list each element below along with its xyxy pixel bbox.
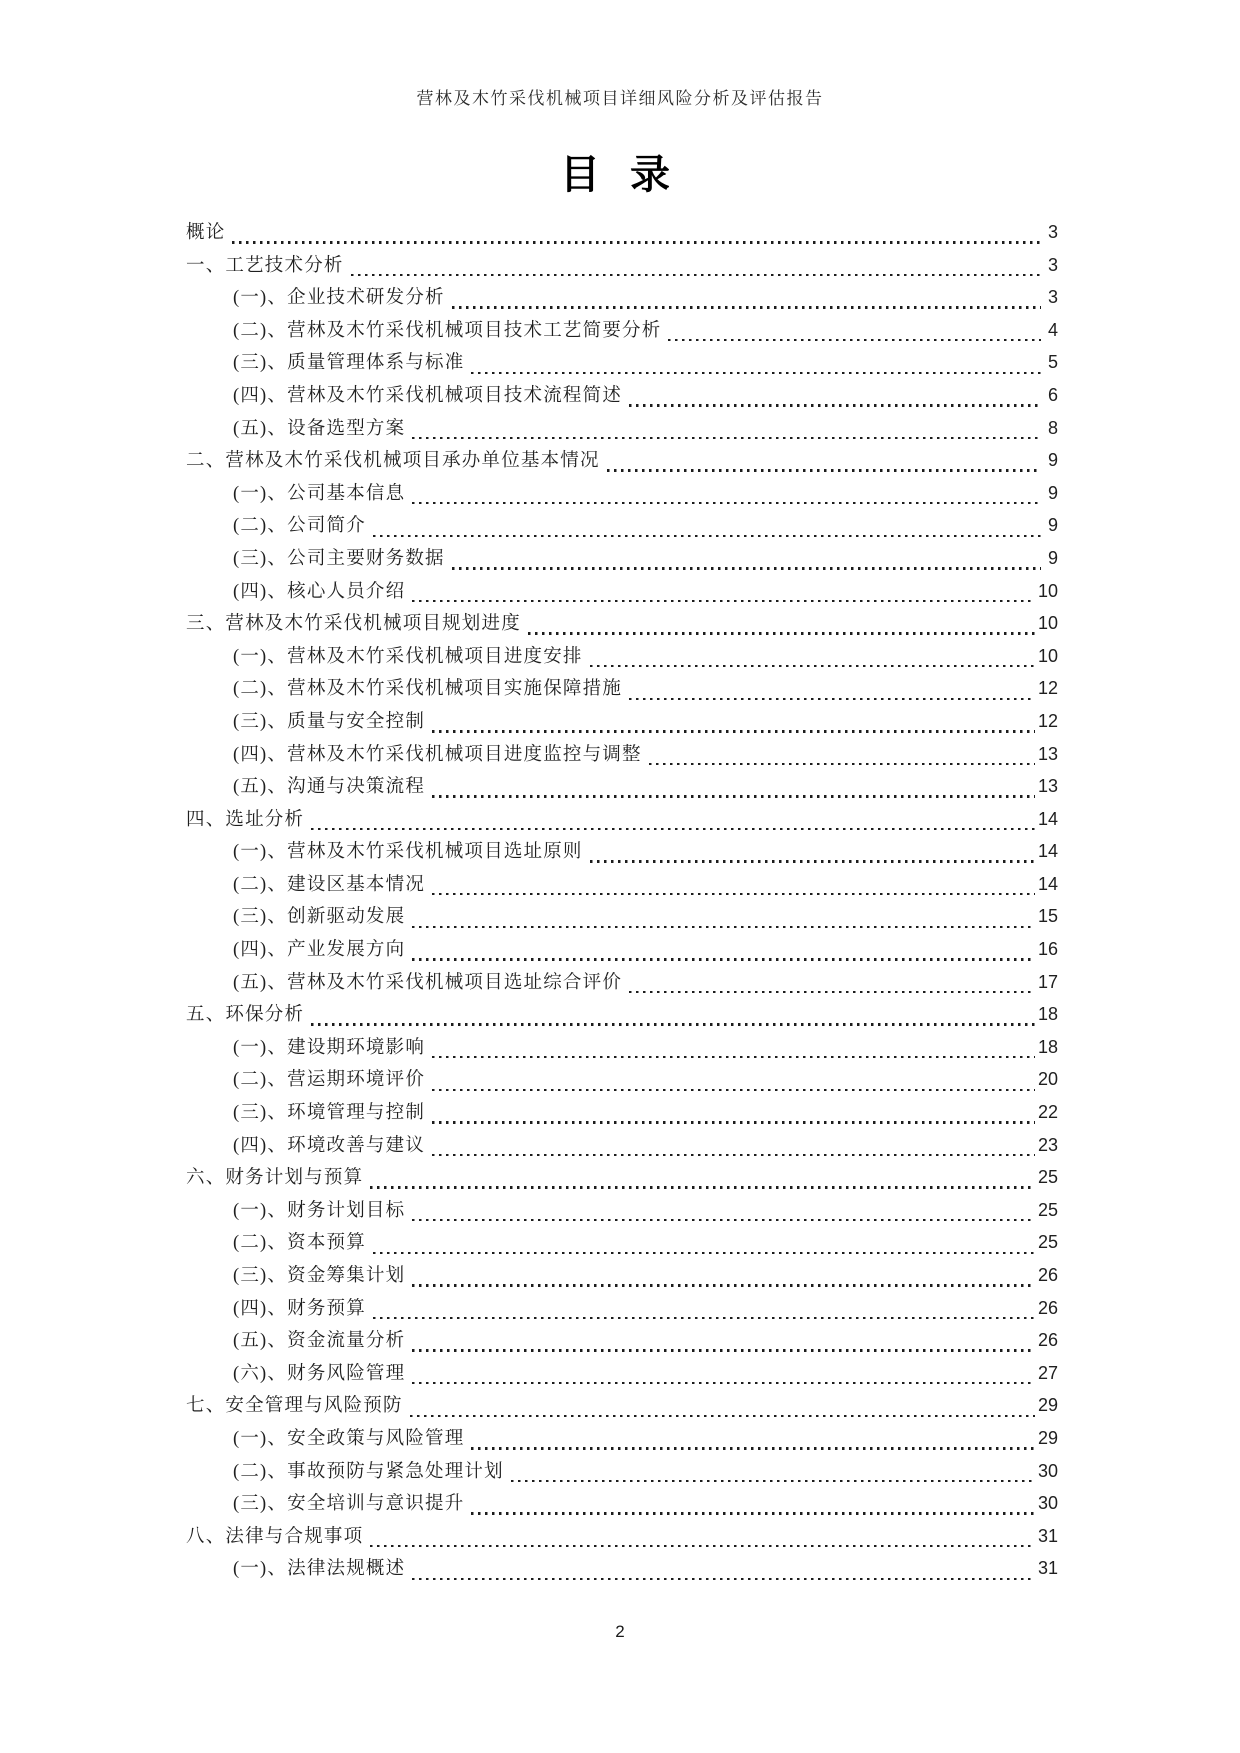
toc-entry-page: 8 xyxy=(1047,417,1058,438)
toc-entry[interactable] xyxy=(186,1163,1058,1196)
toc-entry-page: 16 xyxy=(1037,939,1058,960)
toc-leader-dots xyxy=(432,795,1035,797)
toc-entry-label: (三)、质量管理体系与标准 xyxy=(233,353,465,374)
toc-leader-dots xyxy=(412,1349,1035,1351)
toc-entry[interactable] xyxy=(186,968,1058,1001)
toc-entry-label: 七、安全管理与风险预防 xyxy=(186,1396,403,1417)
toc-entry-label: (二)、建设区基本情况 xyxy=(233,874,426,895)
toc-entry-label: 概论 xyxy=(186,223,226,243)
toc-entry[interactable] xyxy=(186,1391,1058,1424)
toc-leader-dots xyxy=(432,1121,1035,1123)
toc-entry-page: 23 xyxy=(1037,1134,1058,1155)
toc-entry-label: (一)、法律法规概述 xyxy=(233,1559,406,1580)
toc-leader-dots xyxy=(412,958,1035,960)
toc-leader-dots xyxy=(370,1186,1035,1188)
page-title: 目 录 xyxy=(560,152,680,197)
toc-entry-page: 9 xyxy=(1047,450,1058,471)
toc-entry[interactable] xyxy=(186,1326,1058,1359)
toc-leader-dots xyxy=(412,1284,1035,1286)
toc-leader-dots xyxy=(432,1154,1035,1156)
toc-entry-label: (四)、核心人员介绍 xyxy=(233,581,406,602)
toc-leader-dots xyxy=(412,1382,1035,1384)
toc-entry[interactable] xyxy=(186,251,1058,284)
toc-entry[interactable] xyxy=(186,1522,1058,1555)
toc-entry[interactable] xyxy=(186,1424,1058,1457)
toc-entry[interactable] xyxy=(186,1489,1058,1522)
toc-leader-dots xyxy=(452,567,1041,569)
toc-leader-dots xyxy=(373,535,1041,537)
toc-entry-label: (二)、营林及木竹采伐机械项目实施保障措施 xyxy=(233,679,623,700)
toc-entry[interactable] xyxy=(186,805,1058,838)
toc-entry-page: 13 xyxy=(1037,776,1058,797)
toc-leader-dots xyxy=(629,991,1035,993)
toc-entry[interactable] xyxy=(186,837,1058,870)
toc-entry-label: (五)、资金流量分析 xyxy=(233,1331,406,1352)
toc-entry[interactable] xyxy=(186,316,1058,349)
toc-entry-page: 3 xyxy=(1047,254,1058,275)
toc-leader-dots xyxy=(471,1512,1035,1514)
toc-entry-page: 3 xyxy=(1047,222,1058,242)
toc-entry-label: (五)、沟通与决策流程 xyxy=(233,777,426,798)
toc-entry[interactable] xyxy=(186,577,1058,610)
toc-leader-dots xyxy=(412,1578,1035,1580)
toc-entry-page: 31 xyxy=(1037,1558,1058,1579)
toc-leader-dots xyxy=(412,502,1041,504)
toc-entry[interactable] xyxy=(186,283,1058,316)
toc-entry-label: (四)、环境改善与建议 xyxy=(233,1135,426,1156)
toc-entry-label: 一、工艺技术分析 xyxy=(186,255,344,276)
toc-leader-dots xyxy=(432,893,1035,895)
toc-leader-dots xyxy=(370,1545,1035,1547)
toc-entry-label: (四)、营林及木竹采伐机械项目进度监控与调整 xyxy=(233,744,642,765)
toc-entry-label: (一)、营林及木竹采伐机械项目选址原则 xyxy=(233,842,583,863)
toc-entry-page: 9 xyxy=(1047,515,1058,536)
toc-entry[interactable] xyxy=(186,414,1058,447)
toc-entry-label: (四)、财务预算 xyxy=(233,1298,366,1319)
toc-entry-label: (二)、事故预防与紧急处理计划 xyxy=(233,1461,504,1482)
toc-entry-page: 10 xyxy=(1037,580,1058,601)
toc-entry[interactable] xyxy=(186,1294,1058,1327)
toc-entry-label: (二)、资本预算 xyxy=(233,1233,366,1254)
toc-leader-dots xyxy=(528,632,1035,634)
toc-entry[interactable] xyxy=(186,1261,1058,1294)
toc-entry-label: (一)、公司基本信息 xyxy=(233,483,406,504)
toc-entry-label: (三)、安全培训与意识提升 xyxy=(233,1494,465,1515)
toc-entry-page: 3 xyxy=(1047,287,1058,308)
toc-entry-label: (四)、营林及木竹采伐机械项目技术流程简述 xyxy=(233,385,623,406)
toc-entry-page: 30 xyxy=(1037,1460,1058,1481)
toc-entry[interactable] xyxy=(186,1000,1058,1033)
toc-entry-label: (六)、财务风险管理 xyxy=(233,1363,406,1384)
toc-entry-page: 29 xyxy=(1037,1395,1058,1416)
toc-list xyxy=(186,218,1058,1587)
toc-entry-label: (三)、创新驱动发展 xyxy=(233,907,406,928)
toc-entry-page: 29 xyxy=(1037,1427,1058,1448)
toc-entry-label: 三、营林及木竹采伐机械项目规划进度 xyxy=(186,614,521,635)
toc-entry-label: (一)、企业技术研发分析 xyxy=(233,288,445,309)
toc-entry[interactable] xyxy=(186,381,1058,414)
toc-entry-page: 9 xyxy=(1047,482,1058,503)
toc-entry-page: 9 xyxy=(1047,547,1058,568)
toc-leader-dots xyxy=(432,1056,1035,1058)
toc-leader-dots xyxy=(412,926,1035,928)
toc-entry-label: (五)、设备选型方案 xyxy=(233,418,406,439)
toc-leader-dots xyxy=(590,860,1035,862)
toc-leader-dots xyxy=(412,600,1035,602)
toc-entry[interactable] xyxy=(186,446,1058,479)
toc-entry-page: 22 xyxy=(1037,1102,1058,1123)
toc-leader-dots xyxy=(373,1252,1035,1254)
toc-leader-dots xyxy=(590,665,1035,667)
toc-entry-label: (二)、营运期环境评价 xyxy=(233,1070,426,1091)
toc-entry-label: (二)、公司简介 xyxy=(233,516,366,537)
toc-entry-label: 二、营林及木竹采伐机械项目承办单位基本情况 xyxy=(186,451,600,472)
toc-entry-label: (四)、产业发展方向 xyxy=(233,940,406,961)
toc-entry-label: (一)、财务计划目标 xyxy=(233,1200,406,1221)
toc-entry-page: 18 xyxy=(1037,1004,1058,1025)
toc-entry-page: 27 xyxy=(1037,1362,1058,1383)
toc-leader-dots xyxy=(432,1089,1035,1091)
toc-leader-dots xyxy=(311,1023,1035,1025)
toc-entry-label: (一)、建设期环境影响 xyxy=(233,1037,426,1058)
toc-entry-page: 12 xyxy=(1037,678,1058,699)
toc-leader-dots xyxy=(311,828,1035,830)
toc-entry-label: (三)、公司主要财务数据 xyxy=(233,548,445,569)
toc-leader-dots xyxy=(373,1317,1035,1319)
toc-entry[interactable] xyxy=(186,870,1058,903)
toc-entry-label: 五、环保分析 xyxy=(186,1005,305,1026)
toc-entry-page: 14 xyxy=(1037,841,1058,862)
toc-leader-dots xyxy=(511,1480,1035,1482)
toc-entry-label: (五)、营林及木竹采伐机械项目选址综合评价 xyxy=(233,972,623,993)
toc-entry[interactable] xyxy=(186,544,1058,577)
toc-entry[interactable] xyxy=(186,1065,1058,1098)
toc-entry[interactable] xyxy=(186,479,1058,512)
toc-entry[interactable] xyxy=(186,1457,1058,1490)
toc-entry-page: 14 xyxy=(1037,808,1058,829)
toc-entry-page: 26 xyxy=(1037,1265,1058,1285)
toc-entry-page: 17 xyxy=(1037,971,1058,992)
toc-entry[interactable] xyxy=(186,1131,1058,1164)
toc-leader-dots xyxy=(668,339,1041,341)
toc-entry-page: 4 xyxy=(1047,319,1058,340)
toc-leader-dots xyxy=(607,469,1041,471)
toc-entry[interactable] xyxy=(186,1554,1058,1587)
toc-leader-dots xyxy=(232,241,1041,243)
toc-entry[interactable] xyxy=(186,902,1058,935)
toc-leader-dots xyxy=(452,306,1041,308)
toc-entry-label: (三)、环境管理与控制 xyxy=(233,1103,426,1124)
toc-entry-label: (三)、质量与安全控制 xyxy=(233,711,426,732)
toc-entry-page: 13 xyxy=(1037,743,1058,764)
toc-leader-dots xyxy=(432,730,1035,732)
toc-entry-page: 30 xyxy=(1037,1493,1058,1514)
toc-entry-label: (三)、资金筹集计划 xyxy=(233,1266,406,1286)
toc-leader-dots xyxy=(471,1447,1035,1449)
document-header-title: 营林及木竹采伐机械项目详细风险分析及评估报告 xyxy=(416,89,824,108)
toc-entry-page: 25 xyxy=(1037,1167,1058,1188)
toc-entry[interactable] xyxy=(186,1098,1058,1131)
toc-entry-page: 25 xyxy=(1037,1232,1058,1253)
toc-entry-label: 四、选址分析 xyxy=(186,809,305,830)
toc-leader-dots xyxy=(351,274,1041,276)
toc-entry-page: 6 xyxy=(1047,384,1058,405)
toc-leader-dots xyxy=(629,698,1035,700)
toc-entry-page: 25 xyxy=(1037,1199,1058,1220)
toc-entry-label: (一)、营林及木竹采伐机械项目进度安排 xyxy=(233,646,583,667)
toc-entry[interactable] xyxy=(186,1228,1058,1261)
toc-entry-page: 26 xyxy=(1037,1330,1058,1351)
toc-entry-label: 六、财务计划与预算 xyxy=(186,1168,364,1189)
toc-leader-dots xyxy=(629,404,1041,406)
toc-entry-page: 31 xyxy=(1037,1525,1058,1546)
toc-entry-page: 10 xyxy=(1037,613,1058,634)
toc-leader-dots xyxy=(410,1415,1035,1417)
toc-entry-page: 20 xyxy=(1037,1069,1058,1090)
toc-entry-page: 10 xyxy=(1037,645,1058,666)
toc-entry[interactable] xyxy=(186,740,1058,773)
toc-entry[interactable] xyxy=(186,1196,1058,1229)
toc-entry-page: 18 xyxy=(1037,1036,1058,1057)
toc-entry-label: (一)、安全政策与风险管理 xyxy=(233,1428,465,1449)
toc-entry[interactable] xyxy=(186,511,1058,544)
toc-entry-page: 5 xyxy=(1047,352,1058,373)
toc-leader-dots xyxy=(412,1219,1035,1221)
toc-entry[interactable] xyxy=(186,642,1058,675)
toc-entry-label: 八、法律与合规事项 xyxy=(186,1526,364,1547)
toc-entry[interactable] xyxy=(186,935,1058,968)
toc-entry[interactable] xyxy=(186,1359,1058,1392)
toc-entry[interactable] xyxy=(186,674,1058,707)
toc-entry-page: 14 xyxy=(1037,873,1058,894)
footer-page-number: 2 xyxy=(615,1622,625,1641)
toc-entry-label: (二)、营林及木竹采伐机械项目技术工艺简要分析 xyxy=(233,320,662,341)
toc-entry[interactable] xyxy=(186,609,1058,642)
toc-leader-dots xyxy=(412,437,1041,439)
toc-entry-page: 12 xyxy=(1037,710,1058,731)
toc-entry[interactable] xyxy=(186,348,1058,381)
toc-entry-page: 15 xyxy=(1037,906,1058,927)
toc-entry[interactable] xyxy=(186,1033,1058,1066)
toc-leader-dots xyxy=(471,372,1041,374)
toc-leader-dots xyxy=(649,763,1035,765)
toc-entry[interactable] xyxy=(186,772,1058,805)
toc-entry[interactable] xyxy=(186,707,1058,740)
toc-entry-page: 26 xyxy=(1037,1297,1058,1318)
toc-entry[interactable] xyxy=(186,218,1058,251)
